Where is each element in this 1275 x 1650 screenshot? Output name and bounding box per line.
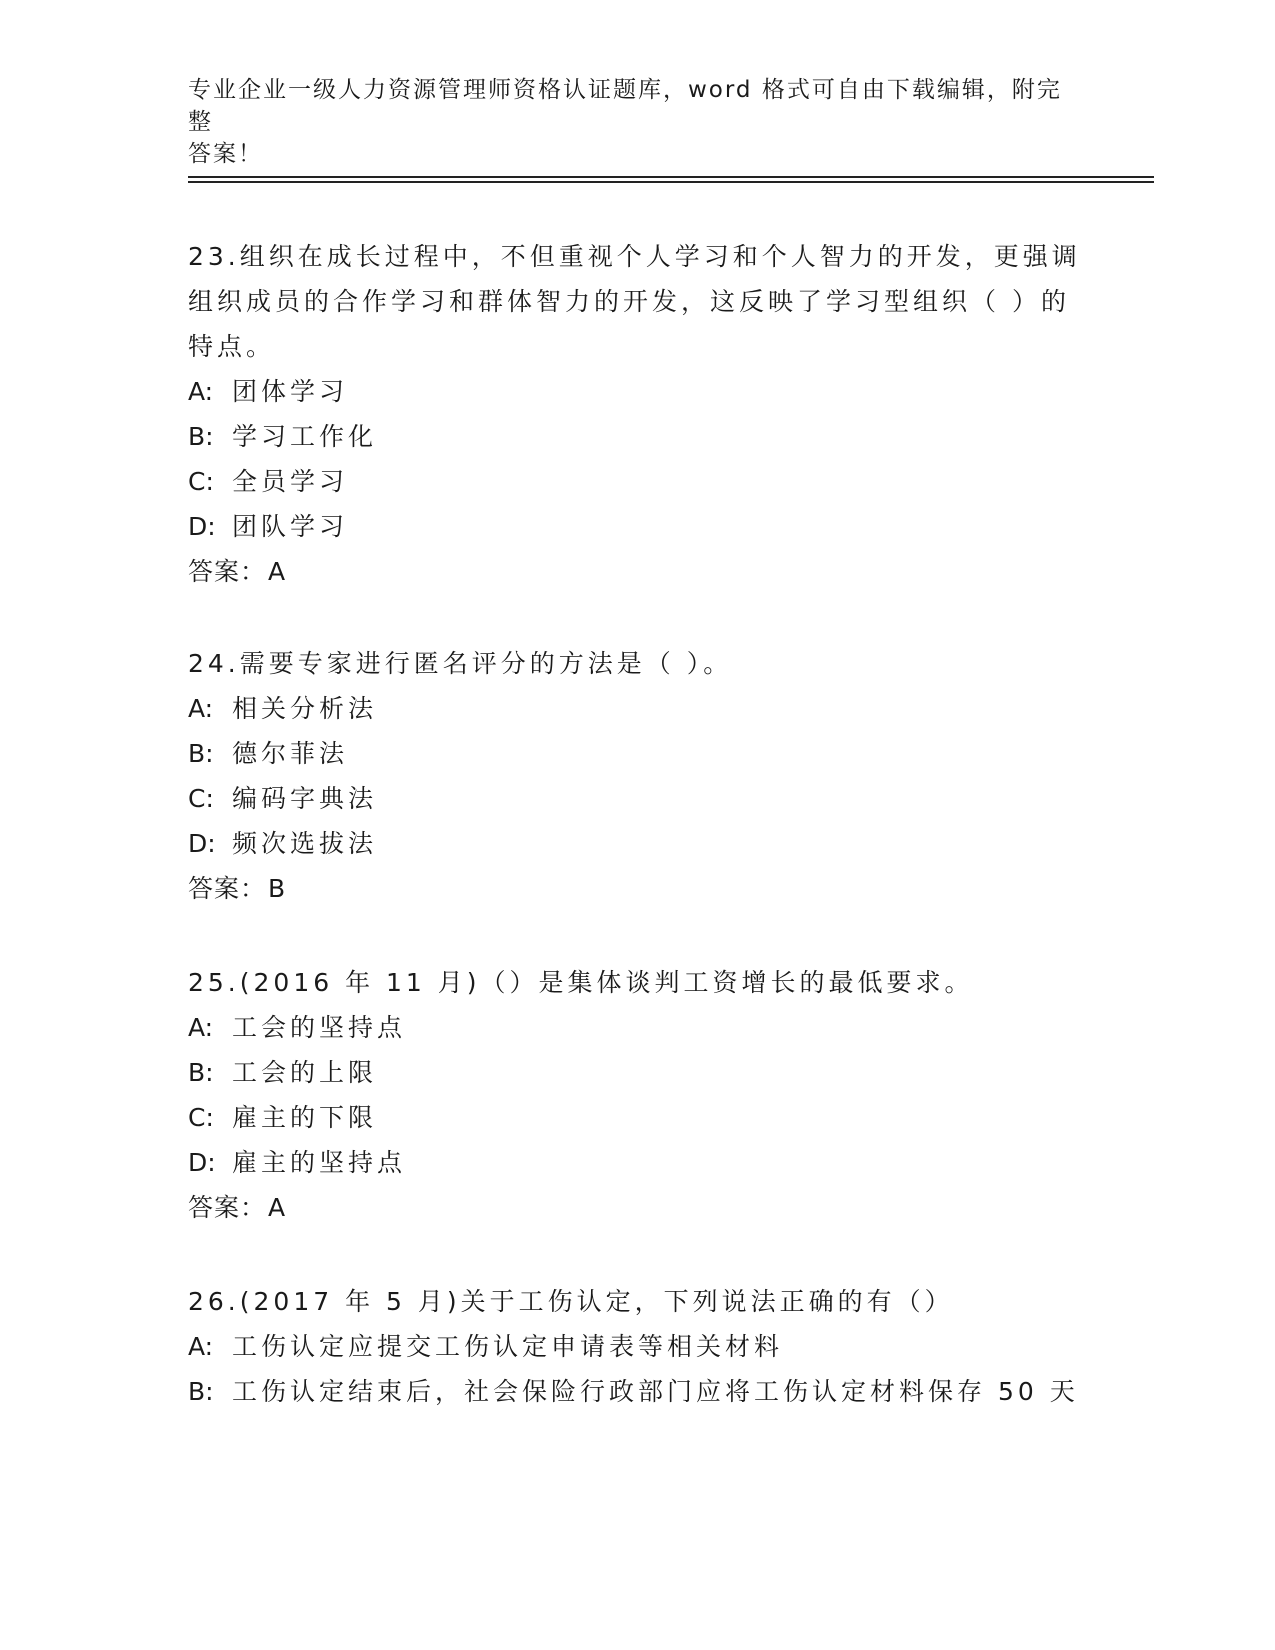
option-letter: A: <box>188 1332 214 1361</box>
option-letter: C: <box>188 467 214 496</box>
answer-label: 答案： <box>188 1193 267 1222</box>
option-a <box>188 1324 1088 1369</box>
question-text-line: 特点。 <box>188 332 276 361</box>
option-letter: B: <box>188 1058 214 1087</box>
question-text-line: 25.(2016 年 11 月)（）是集体谈判工资增长的最低要求。 <box>188 968 974 997</box>
option-a <box>188 369 1088 414</box>
option-text: 雇主的下限 <box>232 1103 378 1132</box>
option-a <box>188 686 1088 731</box>
option-letter: B: <box>188 422 214 451</box>
option-text: 工会的上限 <box>232 1058 378 1087</box>
option-c <box>188 1095 1088 1140</box>
option-b <box>188 414 1088 459</box>
header-line-2: 答案！ <box>188 141 263 167</box>
header-divider-bottom <box>188 181 1154 183</box>
answer-line <box>188 549 1088 594</box>
option-d <box>188 821 1088 866</box>
option-letter: C: <box>188 1103 214 1132</box>
question-text-line: 26.(2017 年 5 月)关于工伤认定，下列说法正确的有（） <box>188 1287 954 1316</box>
question-text-line: 24.需要专家进行匿名评分的方法是（ ）。 <box>188 649 733 678</box>
option-letter: D: <box>188 829 216 858</box>
option-letter: A: <box>188 694 214 723</box>
question-text-line: 组织成员的合作学习和群体智力的开发，这反映了学习型组织（ ）的 <box>188 287 1070 316</box>
answer-value: A <box>268 557 287 586</box>
option-text: 团体学习 <box>232 377 349 406</box>
option-c <box>188 776 1088 821</box>
option-letter: A: <box>188 377 214 406</box>
answer-line <box>188 1185 1088 1230</box>
option-text: 编码字典法 <box>232 784 378 813</box>
option-text: 德尔菲法 <box>232 739 349 768</box>
question-25 <box>188 960 1088 1230</box>
answer-value: A <box>268 1193 287 1222</box>
option-d <box>188 1140 1088 1185</box>
option-b <box>188 1369 1088 1414</box>
option-letter: B: <box>188 739 214 768</box>
option-text: 工会的坚持点 <box>232 1013 407 1042</box>
option-a <box>188 1005 1088 1050</box>
option-text: 雇主的坚持点 <box>232 1148 407 1177</box>
option-letter: A: <box>188 1013 214 1042</box>
option-text: 频次选拔法 <box>232 829 378 858</box>
option-text: 学习工作化 <box>232 422 378 451</box>
option-text: 团队学习 <box>232 512 349 541</box>
option-letter: B: <box>188 1377 214 1406</box>
question-26 <box>188 1279 1088 1414</box>
option-text: 全员学习 <box>232 467 349 496</box>
option-d <box>188 504 1088 549</box>
option-text: 相关分析法 <box>232 694 378 723</box>
question-text-line: 23.组织在成长过程中，不但重视个人学习和个人智力的开发，更强调 <box>188 242 1081 271</box>
answer-label: 答案： <box>188 874 267 903</box>
header-description <box>188 74 1068 170</box>
option-letter: D: <box>188 512 216 541</box>
question-23 <box>188 234 1088 594</box>
option-letter: D: <box>188 1148 216 1177</box>
header-divider-top <box>188 176 1154 178</box>
option-c <box>188 459 1088 504</box>
option-letter: C: <box>188 784 214 813</box>
option-b <box>188 1050 1088 1095</box>
answer-value: B <box>268 874 287 903</box>
option-text: 工伤认定结束后，社会保险行政部门应将工伤认定材料保存 50 天 <box>232 1377 1079 1406</box>
option-text: 工伤认定应提交工伤认定申请表等相关材料 <box>232 1332 784 1361</box>
header-line-1: 专业企业一级人力资源管理师资格认证题库，word 格式可自由下载编辑，附完整 <box>188 77 1062 135</box>
question-24 <box>188 641 1088 911</box>
answer-label: 答案： <box>188 557 267 586</box>
option-b <box>188 731 1088 776</box>
answer-line <box>188 866 1088 911</box>
